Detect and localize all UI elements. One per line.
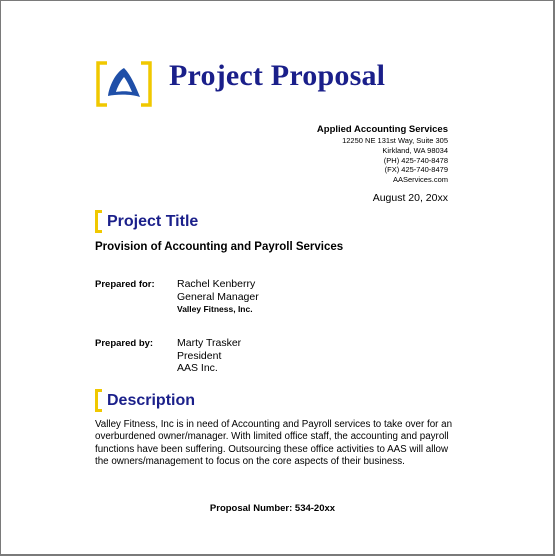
company-logo-icon: [95, 61, 153, 107]
bracket-icon: [95, 210, 102, 233]
company-website: AAServices.com: [392, 175, 448, 185]
prepared-by-role: President: [177, 349, 222, 362]
company-city: Kirkland, WA 98034: [382, 145, 448, 155]
document-page: [1, 1, 553, 554]
company-phone: (PH) 425-740-8478: [383, 155, 448, 165]
description-heading: [95, 389, 195, 412]
prepared-for-label: Prepared for:: [95, 279, 155, 290]
company-address-block: [188, 124, 448, 185]
project-title-value: Provision of Accounting and Payroll Services: [95, 241, 344, 253]
prepared-by-org: AAS Inc.: [177, 362, 218, 374]
project-title-heading-text: Project Title: [107, 212, 199, 230]
company-fax: (FX) 425-740-8479: [384, 165, 448, 175]
bracket-icon: [95, 389, 102, 412]
prepared-for-block: [177, 278, 259, 316]
prepared-for-org: Valley Fitness, Inc.: [177, 304, 253, 314]
prepared-for-name: Rachel Kenberry: [177, 278, 256, 290]
prepared-for-role: General Manager: [177, 290, 259, 303]
document-title: Project Proposal: [169, 59, 386, 92]
proposal-number: Proposal Number: 534-20xx: [209, 503, 336, 514]
company-address: 12250 NE 131st Way, Suite 305: [342, 136, 448, 145]
description-heading-text: Description: [107, 391, 196, 409]
prepared-by-label: Prepared by:: [95, 338, 154, 349]
company-name: Applied Accounting Services: [316, 124, 448, 135]
document-date: August 20, 20xx: [372, 192, 448, 204]
project-title-heading: [95, 210, 198, 233]
prepared-by-name: Marty Trasker: [177, 337, 242, 349]
prepared-by-block: [177, 337, 241, 375]
description-text: Valley Fitness, Inc is in need of Accounting and Payroll services to take over for an overburdened owner/manager. With limited office staff, the accounting and payroll functions have been suffering. Outsourcing these office activities to AAS will allow the owners/management to focus on the core aspects of their business.: [95, 419, 453, 468]
